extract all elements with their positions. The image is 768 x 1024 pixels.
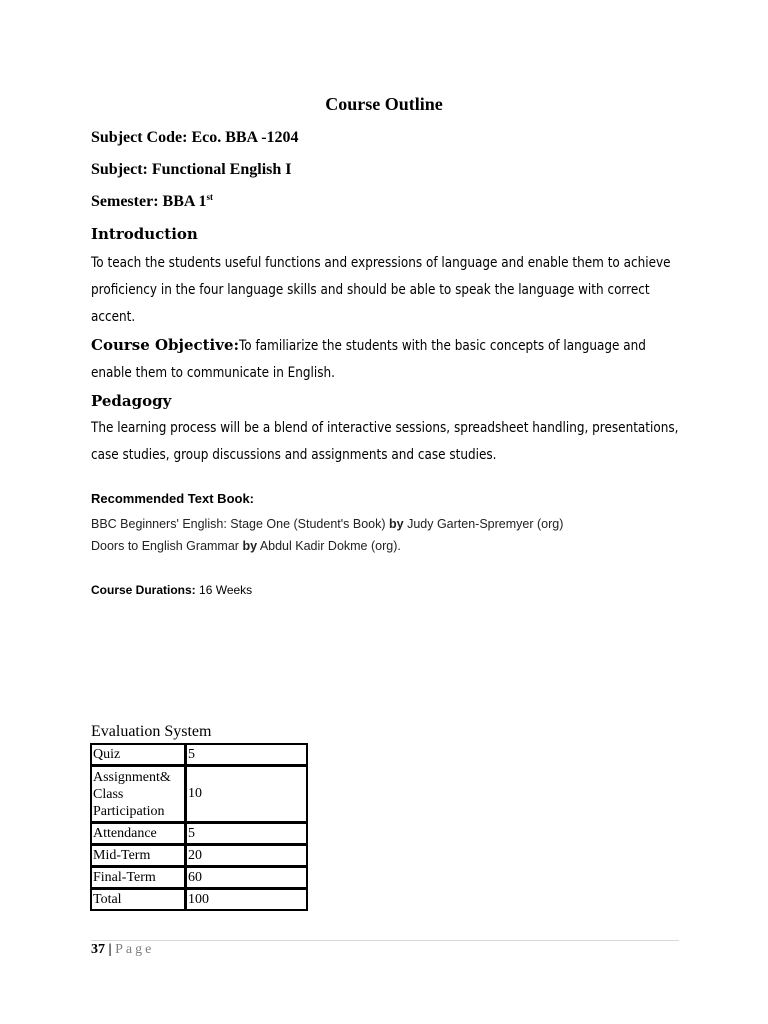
book-by: by xyxy=(242,539,258,553)
objective-heading: Course Objective: xyxy=(91,336,240,354)
book-author: Judy Garten-Spremyer (org) xyxy=(403,517,564,531)
course-duration xyxy=(91,583,252,597)
marks-cell: 5 xyxy=(186,744,308,766)
page-label: Page xyxy=(115,942,155,957)
page-title: Course Outline xyxy=(325,94,443,114)
objective-line-2: enable them to communicate in English. xyxy=(91,365,335,381)
book-title: BBC Beginners' English: Stage One (Student's Book) xyxy=(91,517,389,531)
item-cell: Quiz xyxy=(91,744,186,766)
table-row xyxy=(91,823,308,845)
footer-separator: | xyxy=(105,942,116,957)
pedagogy-line-2: case studies, group discussions and assignments and case studies. xyxy=(91,447,497,463)
introduction-line-3: accent. xyxy=(91,309,136,325)
pedagogy-heading: Pedagogy xyxy=(91,392,172,410)
textbook-heading: Recommended Text Book: xyxy=(91,491,255,506)
objective-paragraph xyxy=(91,336,712,355)
item-cell: Total xyxy=(91,889,186,911)
semester xyxy=(91,193,213,211)
duration-label: Course Durations: xyxy=(91,583,196,597)
evaluation-heading: Evaluation System xyxy=(91,723,212,740)
item-cell: Mid-Term xyxy=(91,845,186,867)
semester-label: Semester: BBA 1 xyxy=(91,193,207,210)
evaluation-table xyxy=(90,743,308,911)
introduction-line-1: To teach the students useful functions and expressions of language and enable them to achieve xyxy=(91,255,671,271)
semester-superscript: st xyxy=(206,192,214,202)
table-row xyxy=(91,744,308,766)
subject: Subject: Functional English I xyxy=(91,161,292,178)
item-cell: Final-Term xyxy=(91,867,186,889)
table-row xyxy=(91,845,308,867)
table-row xyxy=(91,867,308,889)
book-author: Abdul Kadir Dokme (org). xyxy=(257,539,401,553)
textbook-item-1 xyxy=(91,517,563,531)
objective-line-1: To familiarize the students with the basic concepts of language and xyxy=(239,338,646,354)
marks-cell: 60 xyxy=(186,867,308,889)
introduction-line-2: proficiency in the four language skills and should be able to speak the language with correct xyxy=(91,282,650,298)
textbook-item-2 xyxy=(91,539,401,553)
duration-value: 16 Weeks xyxy=(195,583,253,597)
marks-cell: 10 xyxy=(186,766,308,823)
footer-divider xyxy=(91,940,679,941)
table-row xyxy=(91,889,308,911)
page-number: 37 xyxy=(91,942,105,957)
marks-cell: 100 xyxy=(186,889,308,911)
item-cell: Attendance xyxy=(91,823,186,845)
marks-cell: 5 xyxy=(186,823,308,845)
table-row xyxy=(91,766,308,823)
introduction-heading: Introduction xyxy=(91,225,198,243)
pedagogy-line-1: The learning process will be a blend of interactive sessions, spreadsheet handling, presentations, xyxy=(91,420,679,436)
marks-cell: 20 xyxy=(186,845,308,867)
book-title: Doors to English Grammar xyxy=(91,539,243,553)
book-by: by xyxy=(389,517,404,531)
page-footer xyxy=(91,942,154,958)
subject-code: Subject Code: Eco. BBA -1204 xyxy=(91,129,299,146)
item-cell: Assignment& Class Participation xyxy=(91,766,186,823)
